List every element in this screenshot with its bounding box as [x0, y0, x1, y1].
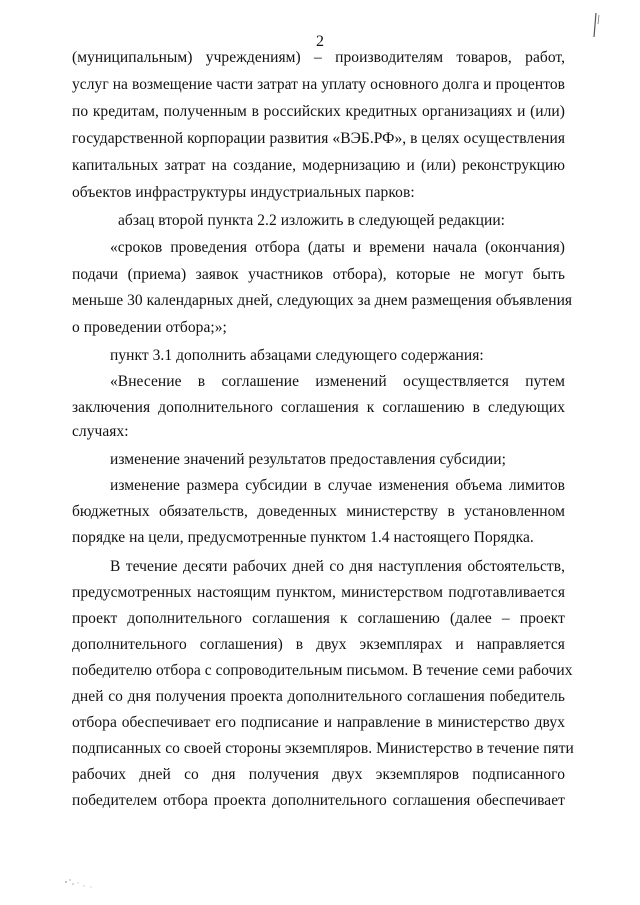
body-line: дней со дня получения проекта дополнительного соглашения победитель [72, 688, 565, 705]
body-line: объектов инфраструктуры индустриальных парков: [72, 184, 415, 201]
scan-edge-mark [590, 12, 602, 38]
body-line: по кредитам, полученным в российских кредитных организациях и (или) [72, 103, 565, 120]
body-line: подачи (приема) заявок участников отбора), которые не могут быть [72, 266, 565, 283]
body-line: заключения дополнительного соглашения к соглашению в следующих [72, 399, 565, 416]
body-line: (муниципальным) учреждениям) – производителям товаров, работ, [72, 49, 565, 66]
body-line: пункт 3.1 дополнить абзацами следующего содержания: [110, 347, 484, 364]
page-number: 2 [316, 33, 324, 50]
body-line: о проведении отбора;»; [72, 319, 227, 336]
body-line: государственной корпорации развития «ВЭБ.РФ», в целях осуществления [72, 130, 565, 147]
body-line: дополнительного соглашения) в двух экземплярах и направляется [72, 636, 565, 653]
body-line: отбора обеспечивает его подписание и направление в министерство двух [72, 714, 565, 731]
body-line: подписанных со своей стороны экземпляров. Министерство в течение пяти [72, 740, 574, 757]
body-line: услуг на возмещение части затрат на уплату основного долга и процентов [72, 76, 565, 93]
body-line: предусмотренных настоящим пунктом, министерством подготавливается [72, 584, 565, 601]
scan-specks [60, 876, 100, 890]
body-line: меньше 30 календарных дней, следующих за днем размещения объявления [72, 292, 573, 309]
body-line: бюджетных обязательств, доведенных министерству в установленном [72, 503, 565, 520]
body-line: проект дополнительного соглашения к соглашению (далее – проект [72, 610, 565, 627]
body-line: «Внесение в соглашение изменений осуществляется путем [110, 373, 565, 390]
body-line: победителем отбора проекта дополнительного соглашения обеспечивает [72, 792, 565, 809]
body-line: «сроков проведения отбора (даты и времени начала (окончания) [110, 239, 565, 256]
body-line: абзац второй пункта 2.2 изложить в следующей редакции: [118, 212, 506, 229]
body-line: капитальных затрат на создание, модернизацию и (или) реконструкцию [72, 157, 565, 174]
body-line: изменение значений результатов предоставления субсидии; [110, 451, 506, 468]
body-line: победителю отбора с сопроводительным письмом. В течение семи рабочих [72, 662, 573, 679]
body-line: случаях: [72, 423, 129, 440]
body-line: порядке на цели, предусмотренные пунктом 1.4 настоящего Порядка. [72, 529, 534, 546]
body-line: В течение десяти рабочих дней со дня наступления обстоятельств, [110, 558, 565, 575]
body-line: изменение размера субсидии в случае изменения объема лимитов [110, 477, 565, 494]
body-line: рабочих дней со дня получения двух экземпляров подписанного [72, 766, 565, 783]
